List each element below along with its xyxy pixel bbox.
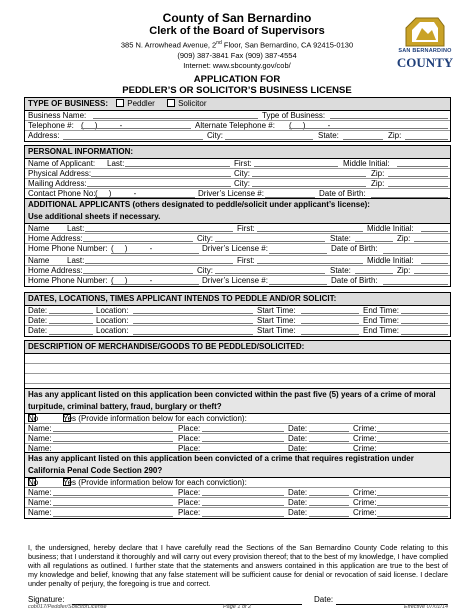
merchandise-heading: DESCRIPTION OF MERCHANDISE/GOODS TO BE PEDDLED/SOLICITED:: [25, 341, 450, 354]
addl2-name-row: Name Last: First: Middle Initial:: [25, 256, 450, 266]
conviction-290-row-3-date-field[interactable]: [309, 516, 349, 517]
conviction-moral-options: No Yes (Provide information below for each conviction):: [25, 414, 450, 424]
business-name-field[interactable]: [93, 118, 258, 119]
business-state-field[interactable]: [343, 139, 383, 140]
alt-telephone-field[interactable]: [289, 128, 448, 129]
applicant-first-field[interactable]: [254, 166, 338, 167]
applicant-middle-field[interactable]: [397, 166, 448, 167]
addl2-phone-field[interactable]: [111, 284, 199, 285]
conviction-moral-section: [24, 388, 451, 455]
county-seal-icon: [402, 14, 448, 48]
dates-row-1-end-field[interactable]: [401, 313, 448, 314]
conviction-290-row-2-date-field[interactable]: [309, 505, 349, 506]
declaration-statement: I, the undersigned, hereby declare that I have carefully read the Sections of the San Bernardino County Code relating to this business; that I understand it thoroughly and will carry out every provision thereof; that to the best of my knowledge, I have complied with all regulations as outlined. I further state that the statements and answers contained in this application are true to the best of my knowledge and belief, knowing that any false statement will be sufficient cause for denial or revocation of said license. I declare under penalty of perjury, the foregoing is true and correct.: [28, 543, 448, 588]
addl2-phone-row: Home Phone Number: ( ) - Driver’s License #: Date of Birth:: [25, 276, 450, 286]
mailing-zip-field[interactable]: [388, 186, 448, 187]
dates-row-2-start-field[interactable]: [301, 323, 359, 324]
addl1-first-field[interactable]: [257, 231, 363, 232]
conviction-moral-row-3: Name: Place: Date: Crime:: [25, 444, 450, 454]
addl1-name-row: Name Last: First: Middle Initial:: [25, 224, 450, 234]
conviction-290-row-1: Name: Place: Date: Crime:: [25, 488, 450, 498]
dates-row-1-start-field[interactable]: [301, 313, 359, 314]
physical-address-row: Physical Address: City: Zip:: [25, 169, 450, 179]
personal-heading: PERSONAL INFORMATION:: [25, 146, 450, 159]
conviction-290-row-2-place-field[interactable]: [202, 505, 284, 506]
conviction-moral-question-1: Has any applicant listed on this application been convicted within the past five (5) years of a crime of moral: [25, 389, 450, 401]
conviction-moral-row-1: Name: Place: Date: Crime:: [25, 424, 450, 434]
dates-row-1: Date: Location: Start Time: End Time:: [25, 306, 450, 316]
merchandise-section: [24, 340, 451, 394]
dates-row-1-date-field[interactable]: [49, 313, 93, 314]
conviction-moral-row-1-name-field[interactable]: [53, 431, 173, 432]
addl1-address-field[interactable]: [83, 241, 193, 242]
addl1-license-field[interactable]: [269, 253, 327, 254]
conviction-moral-row-1-date-field[interactable]: [309, 431, 349, 432]
addl2-last-field[interactable]: [85, 263, 233, 264]
conviction-290-row-2-crime-field[interactable]: [377, 505, 448, 506]
conviction-290-options: No Yes (Provide information below for each conviction):: [25, 478, 450, 488]
logo-text-bottom: COUNTY: [396, 55, 454, 70]
conviction-290-row-3-name-field[interactable]: [53, 516, 173, 517]
conviction-moral-row-2-date-field[interactable]: [309, 441, 349, 442]
peddler-checkbox[interactable]: [116, 99, 124, 107]
addl2-zip-field[interactable]: [414, 273, 448, 274]
addl2-address-row: Home Address: City: State: Zip:: [25, 266, 450, 276]
addl2-address-field[interactable]: [83, 273, 193, 274]
addl1-phone-row: Home Phone Number: ( ) - Driver’s License #: Date of Birth:: [25, 244, 450, 256]
addl1-zip-field[interactable]: [414, 241, 448, 242]
addl1-middle-field[interactable]: [421, 231, 448, 232]
conviction-290-row-3: Name: Place: Date: Crime:: [25, 508, 450, 518]
conviction-moral-row-2-name-field[interactable]: [53, 441, 173, 442]
dates-row-3: Date: Location: Start Time: End Time:: [25, 326, 450, 336]
business-address-row: Address: City: State: Zip:: [25, 131, 450, 141]
conviction-290-row-1-place-field[interactable]: [202, 495, 284, 496]
phone-fax: (909) 387-3841 Fax (909) 387-4554: [177, 50, 297, 60]
dates-row-2-end-field[interactable]: [401, 323, 448, 324]
dates-row-1-location-field[interactable]: [133, 313, 253, 314]
dates-row-3-date-field[interactable]: [49, 334, 93, 335]
clerk-title: Clerk of the Board of Supervisors: [149, 25, 325, 37]
additional-heading-2: Use additional sheets if necessary.: [25, 211, 450, 224]
addl2-dob-field[interactable]: [383, 284, 448, 285]
type-of-business-field[interactable]: [330, 118, 448, 119]
dates-row-3-end-field[interactable]: [401, 334, 448, 335]
addl1-city-field[interactable]: [215, 241, 325, 242]
dates-row-3-start-field[interactable]: [301, 334, 359, 335]
mailing-address-row: Mailing Address: City: Zip:: [25, 179, 450, 189]
signature-row: Signature: Date:: [28, 595, 448, 607]
peddler-option[interactable]: Peddler: [116, 99, 155, 108]
conviction-moral-row-1-crime-field[interactable]: [377, 431, 448, 432]
addl2-first-field[interactable]: [257, 263, 363, 264]
addl1-last-field[interactable]: [85, 231, 233, 232]
dates-row-3-location-field[interactable]: [133, 334, 253, 335]
page-number: Page 1 of 2: [223, 604, 252, 610]
conviction-290-question-1: Has any applicant listed on this application been convicted of a crime that requires registration under: [25, 453, 450, 465]
addl2-license-field[interactable]: [269, 284, 327, 285]
conviction-moral-row-2-place-field[interactable]: [202, 441, 284, 442]
business-heading: TYPE OF BUSINESS: Peddler Solicitor: [25, 98, 450, 111]
solicitor-option[interactable]: Solicitor: [167, 99, 206, 108]
additional-heading-1: ADDITIONAL APPLICANTS (others designated to peddle/solicit under applicant’s license):: [25, 199, 450, 211]
telephone-row: Telephone #: ( ) - Alternate Telephone #: ( ) -: [25, 121, 450, 131]
physical-address-field[interactable]: [91, 176, 231, 177]
conviction-290-row-1-name-field[interactable]: [53, 495, 173, 496]
solicitor-checkbox[interactable]: [167, 99, 175, 107]
business-name-row: Business Name: Type of Business:: [25, 111, 450, 121]
dates-row-2-date-field[interactable]: [49, 323, 93, 324]
conviction-290-row-2-name-field[interactable]: [53, 505, 173, 506]
form-code: cob017/Peddler/SolicitorLicense: [28, 604, 107, 610]
addl1-phone-field[interactable]: [111, 253, 199, 254]
merchandise-line-1[interactable]: [25, 354, 450, 364]
telephone-field[interactable]: [81, 128, 191, 129]
conviction-290-row-2: Name: Place: Date: Crime:: [25, 498, 450, 508]
contact-row: Contact Phone No: ( ) - Driver’s License #: Date of Birth:: [25, 189, 450, 199]
physical-zip-field[interactable]: [388, 176, 448, 177]
application-title-2: PEDDLER’S OR SOLICITOR’S BUSINESS LICENSE: [122, 84, 352, 96]
merchandise-line-3[interactable]: [25, 374, 450, 384]
conviction-290-row-1-date-field[interactable]: [309, 495, 349, 496]
mailing-address-field[interactable]: [87, 186, 231, 187]
dates-row-2: Date: Location: Start Time: End Time:: [25, 316, 450, 326]
mailing-city-field[interactable]: [252, 186, 366, 187]
addl1-state-field[interactable]: [355, 241, 393, 242]
conviction-moral-question-2: turpitude, criminal battery, fraud, burglary or theft?: [25, 401, 450, 414]
conviction-290-question-2: California Penal Code Section 290?: [25, 465, 450, 478]
logo-text-top: SAN BERNARDINO: [398, 48, 452, 54]
physical-city-field[interactable]: [252, 176, 366, 177]
business-zip-field[interactable]: [405, 139, 448, 140]
conviction-290-row-1-crime-field[interactable]: [377, 495, 448, 496]
business-city-field[interactable]: [225, 139, 313, 140]
conviction-moral-row-2: Name: Place: Date: Crime:: [25, 434, 450, 444]
personal-section: [24, 145, 451, 200]
conviction-moral-row-2-crime-field[interactable]: [377, 441, 448, 442]
dates-row-2-location-field[interactable]: [133, 323, 253, 324]
internet-address: Internet: www.sbcounty.gov/cob/: [183, 60, 291, 70]
applicant-last-field[interactable]: [125, 166, 230, 167]
addl2-middle-field[interactable]: [421, 263, 448, 264]
county-logo: [382, 14, 468, 72]
business-section: [24, 97, 451, 142]
conviction-290-row-3-crime-field[interactable]: [377, 516, 448, 517]
conviction-290-row-3-place-field[interactable]: [202, 516, 284, 517]
addl1-address-row: Home Address: City: State: Zip:: [25, 234, 450, 244]
addl2-city-field[interactable]: [215, 273, 325, 274]
conviction-290-section: [24, 452, 451, 519]
dates-heading: DATES, LOCATIONS, TIMES APPLICANT INTENDS TO PEDDLE AND/OR SOLICIT:: [25, 293, 450, 306]
addl1-dob-field[interactable]: [383, 253, 448, 254]
effective-date: Effective 07/01/14: [403, 604, 448, 610]
conviction-moral-row-1-place-field[interactable]: [202, 431, 284, 432]
dates-section: [24, 292, 451, 337]
office-address: 385 N. Arrowhead Avenue, 2nd Floor, San Bernardino, CA 92415-0130: [120, 40, 354, 50]
application-title-1: APPLICATION FOR: [193, 73, 281, 85]
county-title: County of San Bernardino: [162, 11, 312, 25]
applicant-name-row: Name of Applicant: Last: First: Middle Initial:: [25, 159, 450, 169]
merchandise-line-2[interactable]: [25, 364, 450, 374]
business-address-field[interactable]: [63, 139, 203, 140]
additional-section: [24, 198, 451, 287]
addl2-state-field[interactable]: [355, 273, 393, 274]
